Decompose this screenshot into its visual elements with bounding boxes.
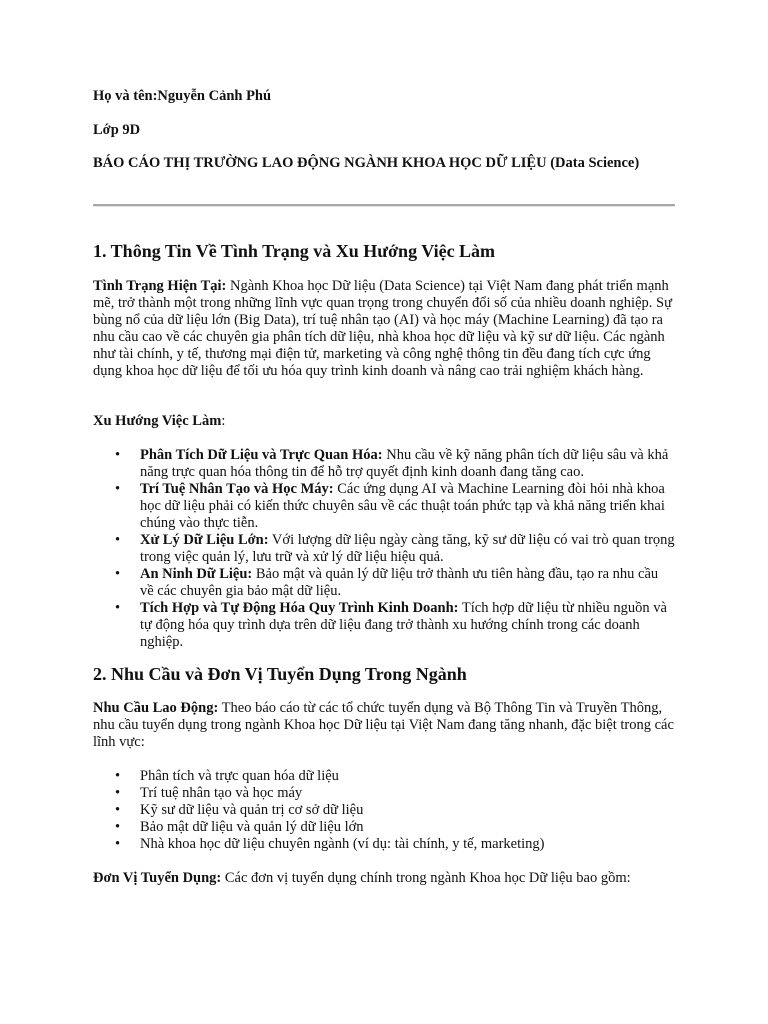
list-item-label: Tích Hợp và Tự Động Hóa Quy Trình Kinh Doanh:	[140, 600, 459, 616]
employers-text: Các đơn vị tuyển dụng chính trong ngành Khoa học Dữ liệu bao gồm:	[221, 870, 631, 886]
bullet-icon: •	[115, 481, 121, 497]
section-1-heading: 1. Thông Tin Về Tình Trạng và Xu Hướng Việc Làm	[93, 241, 496, 261]
list-item	[93, 768, 675, 785]
list-item	[93, 802, 675, 819]
fields-list	[93, 768, 675, 853]
list-item	[93, 447, 675, 481]
bullet-icon: •	[115, 836, 121, 852]
list-item-text: Với lượng dữ liệu ngày càng tăng, kỹ sư dữ liệu có vai trò quan trọng trong việc quản lý, lưu trữ và xử lý dữ liệu hiệu quả.	[140, 532, 675, 565]
current-status-text: Ngành Khoa học Dữ liệu (Data Science) tại Việt Nam đang phát triển mạnh mẽ, trở thành một trong những lĩnh vực quan trọng trong chuyển đổi số của nhiều doanh nghiệp. Sự bùng nổ của dữ liệu lớn (Big Data), trí tuệ nhân tạo (AI) và học máy (Machine Learning) đã tạo ra nhu cầu cao về các chuyên gia phân tích dữ liệu, nhà khoa học dữ liệu và kỹ sư dữ liệu. Các ngành như tài chính, y tế, thương mại điện tử, marketing và công nghệ thông tin đều đang tích cực ứng dụng khoa học dữ liệu để tối ưu hóa quy trình kinh doanh và nâng cao trải nghiệm khách hàng.	[93, 278, 672, 379]
list-item-text: Kỹ sư dữ liệu và quản trị cơ sở dữ liệu	[140, 802, 364, 818]
list-item	[93, 819, 675, 836]
list-item-text: Tích hợp dữ liệu từ nhiều nguồn và tự động hóa quy trình dựa trên dữ liệu đang trở thành xu hướng chính trong các doanh nghiệp.	[140, 600, 667, 650]
list-item-label: Phân Tích Dữ Liệu và Trực Quan Hóa:	[140, 447, 383, 463]
bullet-icon: •	[115, 566, 121, 582]
bullet-icon: •	[115, 819, 121, 835]
list-item-text: Các ứng dụng AI và Machine Learning đòi hỏi nhà khoa học dữ liệu phải có kiến thức chuyên sâu về các thuật toán phức tạp và khả năng triển khai chúng vào thực tiễn.	[140, 481, 665, 531]
list-item	[93, 532, 675, 566]
student-name: Họ và tên:Nguyễn Cảnh Phú	[93, 88, 272, 104]
list-item-text: Bảo mật dữ liệu và quản lý dữ liệu lớn	[140, 819, 364, 835]
list-item-text: Bảo mật và quản lý dữ liệu trở thành ưu tiên hàng đầu, tạo ra nhu cầu về các chuyên gia bảo mật dữ liệu.	[140, 566, 659, 599]
student-class: Lớp 9D	[93, 122, 141, 138]
list-item-text: Trí tuệ nhân tạo và học máy	[140, 785, 303, 801]
trends-colon: :	[221, 413, 226, 429]
bullet-icon: •	[115, 802, 121, 818]
bullet-icon: •	[115, 785, 121, 801]
current-status-label: Tình Trạng Hiện Tại:	[93, 278, 227, 294]
employers-paragraph	[93, 870, 675, 887]
labor-demand-paragraph	[93, 700, 675, 751]
list-item-label: An Ninh Dữ Liệu:	[140, 566, 253, 582]
trends-list	[93, 447, 675, 651]
bullet-icon: •	[115, 447, 121, 463]
list-item-text: Nhà khoa học dữ liệu chuyên ngành (ví dụ: tài chính, y tế, marketing)	[140, 836, 545, 852]
list-item-label: Trí Tuệ Nhân Tạo và Học Máy:	[140, 481, 334, 497]
list-item	[93, 600, 675, 651]
list-item	[93, 566, 675, 600]
section-2-heading: 2. Nhu Cầu và Đơn Vị Tuyển Dụng Trong Ngành	[93, 664, 467, 684]
list-item	[93, 785, 675, 802]
report-title: BÁO CÁO THỊ TRƯỜNG LAO ĐỘNG NGÀNH KHOA HỌC DỮ LIỆU (Data Science)	[93, 155, 640, 171]
bullet-icon: •	[115, 600, 121, 616]
bullet-icon: •	[115, 532, 121, 548]
list-item-label: Xử Lý Dữ Liệu Lớn:	[140, 532, 269, 548]
employers-label: Đơn Vị Tuyển Dụng:	[93, 870, 222, 886]
list-item-text: Phân tích và trực quan hóa dữ liệu	[140, 768, 339, 784]
trends-label: Xu Hướng Việc Làm	[93, 413, 222, 429]
labor-demand-text: Theo báo cáo từ các tổ chức tuyển dụng và Bộ Thông Tin và Truyền Thông, nhu cầu tuyển dụng trong ngành Khoa học Dữ liệu tại Việt Nam đang tăng nhanh, đặc biệt trong các lĩnh vực:	[93, 700, 674, 750]
list-item-text: Nhu cầu về kỹ năng phân tích dữ liệu sâu và khả năng trực quan hóa thông tin để hỗ trợ quyết định kinh doanh đang tăng cao.	[140, 447, 669, 480]
list-item	[93, 481, 675, 532]
current-status-paragraph	[93, 278, 675, 380]
horizontal-rule	[93, 204, 675, 207]
trends-heading	[93, 413, 675, 430]
list-item	[93, 836, 675, 853]
labor-demand-label: Nhu Cầu Lao Động:	[93, 700, 219, 716]
bullet-icon: •	[115, 768, 121, 784]
